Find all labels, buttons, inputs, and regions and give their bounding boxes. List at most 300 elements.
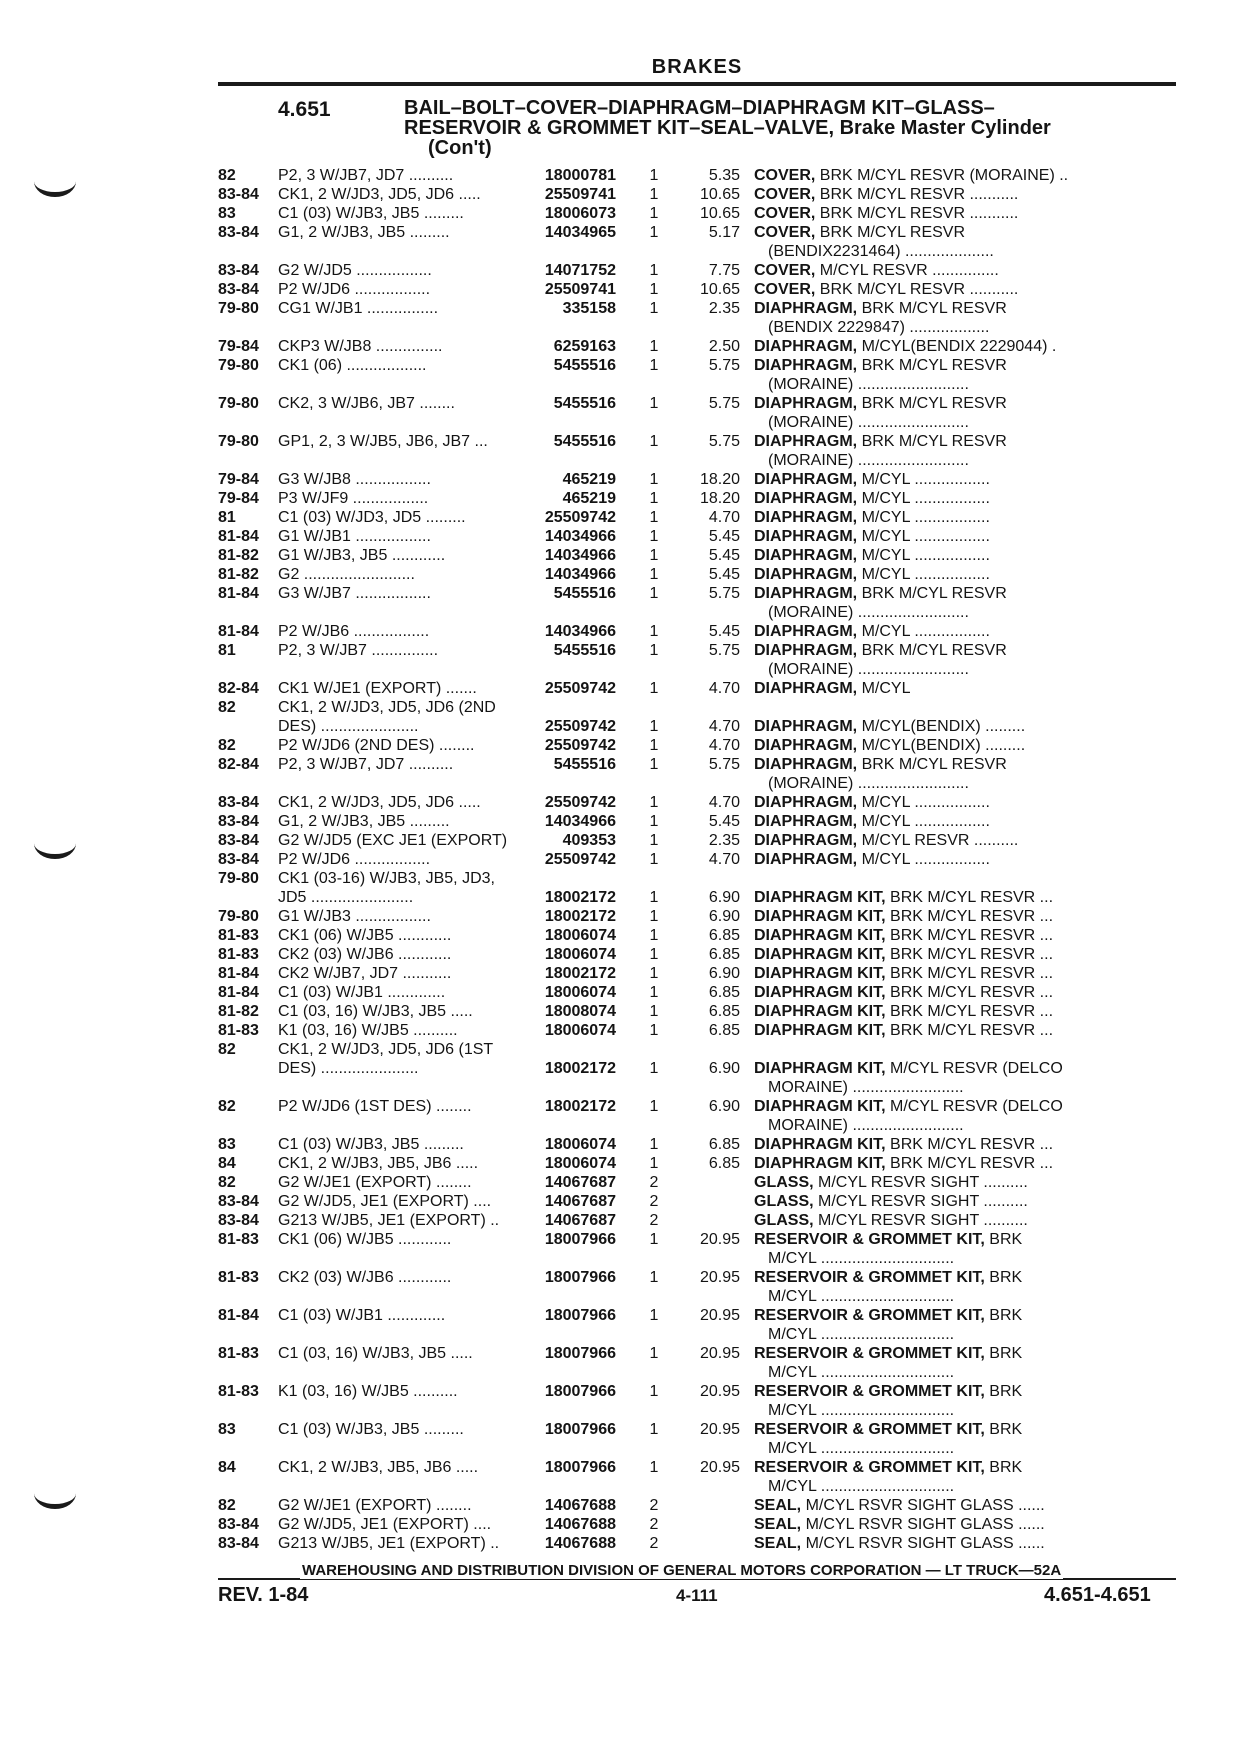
item-description: BRK M/CYL RESVR (861, 395, 1007, 412)
year-cell: 82 (218, 699, 236, 716)
table-row (218, 717, 1178, 736)
quantity-cell: 1 (649, 224, 659, 241)
page-category: BRAKES (651, 56, 743, 78)
year-cell: 81-84 (218, 585, 259, 602)
item-description: BRK M/CYL RESVR (861, 642, 1007, 659)
table-row (218, 527, 1178, 546)
year-cell: 81-84 (218, 528, 259, 545)
publisher-line: WAREHOUSING AND DISTRIBUTION DIVISION OF GENERAL MOTORS CORPORATION — LT TRUCK—52A (302, 1562, 1062, 1579)
item-name: GLASS, (754, 1174, 814, 1191)
item-description: BRK M/CYL RESVR ........... (819, 205, 1019, 222)
price-cell: 10.65 (699, 186, 740, 203)
year-cell: 81-82 (218, 547, 259, 564)
year-cell: 83-84 (218, 1516, 259, 1533)
description-cell (740, 945, 1178, 964)
year-cell: 82 (218, 1174, 236, 1191)
year-cell: 79-80 (218, 433, 259, 450)
part-number-cell: 14067688 (544, 1516, 616, 1533)
year-cell: 79-80 (218, 870, 259, 887)
price-cell: 6.90 (708, 1060, 740, 1077)
application-cell: CK1 (06) W/JB5 ............ (278, 927, 452, 944)
year-cell: 79-80 (218, 300, 259, 317)
part-number-cell: 14034966 (544, 566, 616, 583)
table-row (218, 1211, 1178, 1230)
item-name: COVER, (754, 186, 816, 203)
description-continuation: MORAINE) ......................... (768, 1079, 964, 1096)
section-title-line: (Con't) (428, 137, 492, 159)
year-cell: 81-83 (218, 946, 259, 963)
application-cell: CK1, 2 W/JD3, JD5, JD6 ..... (278, 186, 481, 203)
table-row (218, 1382, 1178, 1420)
item-description: M/CYL RESVR SIGHT .......... (818, 1193, 1028, 1210)
price-cell: 5.75 (708, 756, 740, 773)
year-cell: 83-84 (218, 832, 259, 849)
table-row (218, 812, 1178, 831)
quantity-cell: 1 (649, 547, 659, 564)
quantity-cell: 1 (649, 338, 659, 355)
item-name: DIAPHRAGM, (754, 680, 858, 697)
year-cell: 83-84 (218, 794, 259, 811)
part-number-cell: 18006073 (544, 205, 616, 222)
part-number-cell: 14071752 (544, 262, 616, 279)
quantity-cell: 1 (649, 566, 659, 583)
year-cell: 81-83 (218, 1022, 259, 1039)
year-cell: 79-80 (218, 908, 259, 925)
year-cell: 83-84 (218, 186, 259, 203)
quantity-cell: 1 (649, 509, 659, 526)
item-name: DIAPHRAGM KIT, (754, 1155, 886, 1172)
application-cell: G1, 2 W/JB3, JB5 ......... (278, 224, 450, 241)
item-description: M/CYL(BENDIX) ......... (861, 737, 1026, 754)
table-row (218, 470, 1178, 489)
year-cell: 82-84 (218, 756, 259, 773)
year-cell: 81-83 (218, 1345, 259, 1362)
application-cell: G213 W/JB5, JE1 (EXPORT) .. (278, 1535, 500, 1552)
part-number-cell: 465219 (562, 490, 616, 507)
description-cell (740, 261, 1178, 280)
part-number-cell: 14067687 (544, 1212, 616, 1229)
table-row (218, 185, 1178, 204)
part-number-cell: 25509742 (544, 851, 616, 868)
part-number-cell: 5455516 (553, 756, 616, 773)
item-description: BRK (989, 1307, 1023, 1324)
quantity-cell: 1 (649, 1231, 659, 1248)
part-number-cell: 18006074 (544, 1155, 616, 1172)
description-cell (740, 1230, 1178, 1268)
application-cell: C1 (03) W/JB3, JB5 ......... (278, 1136, 464, 1153)
item-description: BRK M/CYL RESVR ... (890, 1136, 1054, 1153)
item-description: M/CYL RSVR SIGHT GLASS ...... (805, 1535, 1045, 1552)
application-cell: C1 (03, 16) W/JB3, JB5 ..... (278, 1345, 473, 1362)
price-cell: 5.45 (708, 547, 740, 564)
item-name: COVER, (754, 167, 816, 184)
application-cell: P2, 3 W/JB7 ............... (278, 642, 439, 659)
description-cell (740, 489, 1178, 508)
price-cell: 5.35 (708, 167, 740, 184)
table-row (218, 1534, 1178, 1553)
item-description: M/CYL(BENDIX 2229044) . (861, 338, 1057, 355)
description-cell (740, 565, 1178, 584)
table-row (218, 394, 1178, 432)
table-row (218, 1306, 1178, 1344)
table-row (218, 1097, 1178, 1135)
item-description: BRK M/CYL RESVR (861, 585, 1007, 602)
year-cell: 81-82 (218, 1003, 259, 1020)
application-cell: CK2 W/JB7, JD7 ........... (278, 965, 452, 982)
description-continuation: M/CYL .............................. (768, 1326, 955, 1343)
quantity-cell: 1 (649, 262, 659, 279)
item-description: BRK M/CYL RESVR ... (890, 1022, 1054, 1039)
application-cell: CK2, 3 W/JB6, JB7 ........ (278, 395, 455, 412)
table-row (218, 1135, 1178, 1154)
item-name: DIAPHRAGM KIT, (754, 1022, 886, 1039)
item-name: DIAPHRAGM, (754, 832, 858, 849)
quantity-cell: 1 (649, 471, 659, 488)
item-name: RESERVOIR & GROMMET KIT, (754, 1307, 985, 1324)
description-cell (740, 1135, 1178, 1154)
price-cell: 7.75 (708, 262, 740, 279)
table-row (218, 641, 1178, 679)
year-cell: 83-84 (218, 262, 259, 279)
quantity-cell: 1 (649, 908, 659, 925)
item-name: DIAPHRAGM KIT, (754, 908, 886, 925)
quantity-cell: 1 (649, 490, 659, 507)
description-cell (740, 1534, 1178, 1553)
quantity-cell: 1 (649, 756, 659, 773)
item-name: DIAPHRAGM KIT, (754, 1136, 886, 1153)
table-row (218, 1268, 1178, 1306)
year-cell: 79-84 (218, 490, 259, 507)
item-description: M/CYL ................. (861, 471, 990, 488)
quantity-cell: 1 (649, 1383, 659, 1400)
description-cell (740, 1021, 1178, 1040)
description-cell (740, 679, 1178, 698)
item-name: COVER, (754, 262, 816, 279)
year-cell: 81-83 (218, 1269, 259, 1286)
part-number-cell: 335158 (562, 300, 616, 317)
table-row (218, 679, 1178, 698)
table-row (218, 546, 1178, 565)
application-cell: P2 W/JD6 ................. (278, 281, 431, 298)
description-cell (740, 907, 1178, 926)
price-cell: 6.85 (708, 1136, 740, 1153)
description-continuation: M/CYL .............................. (768, 1402, 955, 1419)
table-row (218, 907, 1178, 926)
item-name: DIAPHRAGM, (754, 718, 858, 735)
application-cell: G2 W/JD5 ................. (278, 262, 432, 279)
year-cell: 83-84 (218, 281, 259, 298)
table-row (218, 1002, 1178, 1021)
section-range: 4.651-4.651 (1044, 1584, 1151, 1606)
item-description: BRK M/CYL RESVR ... (890, 984, 1054, 1001)
part-number-cell: 18006074 (544, 1022, 616, 1039)
description-cell (740, 527, 1178, 546)
description-continuation: (MORAINE) ......................... (768, 376, 969, 393)
quantity-cell: 1 (649, 357, 659, 374)
description-cell (740, 793, 1178, 812)
item-name: DIAPHRAGM, (754, 357, 858, 374)
part-number-cell: 18006074 (544, 984, 616, 1001)
item-name: DIAPHRAGM, (754, 813, 858, 830)
item-description: M/CYL RESVR (DELCO (890, 1098, 1063, 1115)
item-name: DIAPHRAGM, (754, 851, 858, 868)
table-row (218, 1192, 1178, 1211)
item-description: BRK M/CYL RESVR ........... (819, 186, 1019, 203)
part-number-cell: 14067687 (544, 1174, 616, 1191)
item-description: M/CYL (861, 680, 911, 697)
price-cell: 10.65 (699, 205, 740, 222)
item-name: SEAL, (754, 1516, 802, 1533)
table-row (218, 850, 1178, 869)
part-number-cell: 18006074 (544, 927, 616, 944)
year-cell: 81-83 (218, 927, 259, 944)
table-row (218, 1496, 1178, 1515)
description-continuation: M/CYL .............................. (768, 1364, 955, 1381)
description-cell (740, 432, 1178, 470)
part-number-cell: 25509742 (544, 509, 616, 526)
item-description: M/CYL ................. (861, 528, 990, 545)
table-row (218, 793, 1178, 812)
description-continuation: (BENDIX2231464) .................... (768, 243, 994, 260)
quantity-cell: 1 (649, 1345, 659, 1362)
item-description: BRK M/CYL RESVR ... (890, 1003, 1054, 1020)
year-cell: 83-84 (218, 1212, 259, 1229)
quantity-cell: 1 (649, 623, 659, 640)
description-cell (740, 166, 1178, 185)
item-name: RESERVOIR & GROMMET KIT, (754, 1459, 985, 1476)
year-cell: 81-82 (218, 566, 259, 583)
description-cell (740, 508, 1178, 527)
description-cell (740, 1173, 1178, 1192)
description-cell (740, 299, 1178, 337)
item-name: DIAPHRAGM, (754, 547, 858, 564)
item-name: RESERVOIR & GROMMET KIT, (754, 1231, 985, 1248)
part-number-cell: 5455516 (553, 642, 616, 659)
item-description: BRK M/CYL RESVR ... (890, 908, 1054, 925)
quantity-cell: 2 (649, 1516, 659, 1533)
application-cell: CK1, 2 W/JD3, JD5, JD6 (1ST (278, 1041, 494, 1058)
description-cell (740, 1420, 1178, 1458)
quantity-cell: 1 (649, 794, 659, 811)
description-cell (740, 337, 1178, 356)
section-title-line: RESERVOIR & GROMMET KIT–SEAL–VALVE, Brake Master Cylinder (404, 117, 1051, 139)
description-cell (740, 356, 1178, 394)
item-description: M/CYL RSVR SIGHT GLASS ...... (805, 1497, 1045, 1514)
year-cell: 82 (218, 167, 236, 184)
application-cell: CK2 (03) W/JB6 ............ (278, 946, 452, 963)
description-cell (740, 1496, 1178, 1515)
quantity-cell: 1 (649, 1307, 659, 1324)
item-description: M/CYL ................. (861, 813, 990, 830)
description-cell (740, 223, 1178, 261)
description-cell (740, 185, 1178, 204)
part-number-cell: 14067688 (544, 1535, 616, 1552)
quantity-cell: 1 (649, 832, 659, 849)
application-cell: K1 (03, 16) W/JB5 .......... (278, 1383, 458, 1400)
item-description: M/CYL RESVR SIGHT .......... (818, 1212, 1028, 1229)
description-cell (740, 1211, 1178, 1230)
part-number-cell: 14067687 (544, 1193, 616, 1210)
item-description: M/CYL ................. (861, 623, 990, 640)
item-description: BRK M/CYL RESVR ... (890, 946, 1054, 963)
application-cell: P2 W/JD6 (2ND DES) ........ (278, 737, 475, 754)
price-cell: 6.85 (708, 1155, 740, 1172)
parts-table (218, 166, 1178, 1553)
part-number-cell: 25509741 (544, 186, 616, 203)
price-cell: 5.17 (708, 224, 740, 241)
table-row (218, 622, 1178, 641)
quantity-cell: 1 (649, 528, 659, 545)
application-cell: C1 (03) W/JB1 ............. (278, 1307, 446, 1324)
item-description: BRK M/CYL RESVR ... (890, 927, 1054, 944)
price-cell: 20.95 (699, 1231, 740, 1248)
part-number-cell: 14034966 (544, 528, 616, 545)
quantity-cell: 1 (649, 1098, 659, 1115)
description-cell (740, 755, 1178, 793)
item-name: DIAPHRAGM, (754, 300, 858, 317)
quantity-cell: 1 (649, 984, 659, 1001)
price-cell: 5.75 (708, 395, 740, 412)
description-cell (740, 1059, 1178, 1097)
item-name: COVER, (754, 224, 816, 241)
binder-hole-mark (34, 166, 76, 197)
item-description: M/CYL ................. (861, 509, 990, 526)
quantity-cell: 2 (649, 1174, 659, 1191)
item-description: BRK M/CYL RESVR (MORAINE) .. (819, 167, 1069, 184)
table-row (218, 1420, 1178, 1458)
item-name: GLASS, (754, 1212, 814, 1229)
year-cell: 83-84 (218, 224, 259, 241)
item-name: RESERVOIR & GROMMET KIT, (754, 1421, 985, 1438)
quantity-cell: 1 (649, 1022, 659, 1039)
part-number-cell: 25509742 (544, 680, 616, 697)
price-cell: 20.95 (699, 1345, 740, 1362)
application-cell: G2 W/JE1 (EXPORT) ........ (278, 1497, 472, 1514)
item-name: RESERVOIR & GROMMET KIT, (754, 1269, 985, 1286)
price-cell: 5.75 (708, 433, 740, 450)
application-cell: JD5 ....................... (278, 889, 414, 906)
item-description: M/CYL ................. (861, 851, 990, 868)
application-cell: P2, 3 W/JB7, JD7 .......... (278, 167, 454, 184)
item-name: DIAPHRAGM KIT, (754, 1098, 886, 1115)
price-cell: 6.90 (708, 908, 740, 925)
application-cell: P2 W/JD6 ................. (278, 851, 431, 868)
table-row (218, 983, 1178, 1002)
year-cell: 79-84 (218, 471, 259, 488)
part-number-cell: 25509742 (544, 737, 616, 754)
table-row (218, 755, 1178, 793)
price-cell: 4.70 (708, 509, 740, 526)
page-number: 4-111 (676, 1586, 718, 1605)
part-number-cell: 5455516 (553, 357, 616, 374)
description-cell (740, 926, 1178, 945)
table-row (218, 1515, 1178, 1534)
description-continuation: MORAINE) ......................... (768, 1117, 964, 1134)
price-cell: 18.20 (699, 471, 740, 488)
part-number-cell: 18002172 (544, 1060, 616, 1077)
application-cell: GP1, 2, 3 W/JB5, JB6, JB7 ... (278, 433, 488, 450)
part-number-cell: 18008074 (544, 1003, 616, 1020)
description-cell (740, 888, 1178, 907)
description-cell (740, 280, 1178, 299)
table-row (218, 869, 1178, 888)
quantity-cell: 2 (649, 1497, 659, 1514)
quantity-cell: 1 (649, 281, 659, 298)
quantity-cell: 1 (649, 433, 659, 450)
application-cell: G2 W/JD5, JE1 (EXPORT) .... (278, 1516, 492, 1533)
table-row (218, 432, 1178, 470)
year-cell: 83 (218, 205, 236, 222)
item-description: M/CYL RESVR SIGHT .......... (818, 1174, 1028, 1191)
item-description: BRK M/CYL RESVR ... (890, 965, 1054, 982)
year-cell: 81-84 (218, 984, 259, 1001)
application-cell: CK1 (03-16) W/JB3, JB5, JD3, (278, 870, 495, 887)
item-description: BRK M/CYL RESVR ... (890, 889, 1054, 906)
item-name: DIAPHRAGM KIT, (754, 889, 886, 906)
application-cell: G1 W/JB3, JB5 ............ (278, 547, 446, 564)
item-description: M/CYL ................. (861, 794, 990, 811)
part-number-cell: 25509741 (544, 281, 616, 298)
application-cell: CK1 (06) W/JB5 ............ (278, 1231, 452, 1248)
item-description: BRK M/CYL RESVR (861, 433, 1007, 450)
item-name: DIAPHRAGM, (754, 623, 858, 640)
description-cell (740, 470, 1178, 489)
item-description: M/CYL RSVR SIGHT GLASS ...... (805, 1516, 1045, 1533)
table-row (218, 831, 1178, 850)
item-name: DIAPHRAGM KIT, (754, 1060, 886, 1077)
part-number-cell: 6259163 (553, 338, 616, 355)
item-name: DIAPHRAGM KIT, (754, 927, 886, 944)
table-row (218, 280, 1178, 299)
part-number-cell: 18002172 (544, 889, 616, 906)
part-number-cell: 14067688 (544, 1497, 616, 1514)
description-cell (740, 584, 1178, 622)
quantity-cell: 1 (649, 1459, 659, 1476)
year-cell: 82-84 (218, 680, 259, 697)
table-row (218, 337, 1178, 356)
item-name: DIAPHRAGM KIT, (754, 946, 886, 963)
item-name: DIAPHRAGM, (754, 509, 858, 526)
item-name: GLASS, (754, 1193, 814, 1210)
quantity-cell: 1 (649, 167, 659, 184)
price-cell: 20.95 (699, 1421, 740, 1438)
section-title (404, 98, 1176, 158)
part-number-cell: 18006074 (544, 1136, 616, 1153)
price-cell: 20.95 (699, 1307, 740, 1324)
item-name: RESERVOIR & GROMMET KIT, (754, 1383, 985, 1400)
description-continuation: M/CYL .............................. (768, 1440, 955, 1457)
table-row (218, 1173, 1178, 1192)
quantity-cell: 2 (649, 1535, 659, 1552)
year-cell: 82 (218, 1041, 236, 1058)
year-cell: 81 (218, 642, 236, 659)
price-cell: 2.35 (708, 300, 740, 317)
item-name: DIAPHRAGM, (754, 338, 858, 355)
part-number-cell: 14034966 (544, 813, 616, 830)
part-number-cell: 18006074 (544, 946, 616, 963)
year-cell: 81-84 (218, 623, 259, 640)
price-cell: 5.45 (708, 566, 740, 583)
part-number-cell: 25509742 (544, 794, 616, 811)
item-description: M/CYL(BENDIX) ......... (861, 718, 1026, 735)
application-cell: P2, 3 W/JB7, JD7 .......... (278, 756, 454, 773)
part-number-cell: 14034965 (544, 224, 616, 241)
description-cell (740, 831, 1178, 850)
item-name: SEAL, (754, 1535, 802, 1552)
item-name: DIAPHRAGM, (754, 395, 858, 412)
price-cell: 20.95 (699, 1269, 740, 1286)
part-number-cell: 18007966 (544, 1345, 616, 1362)
